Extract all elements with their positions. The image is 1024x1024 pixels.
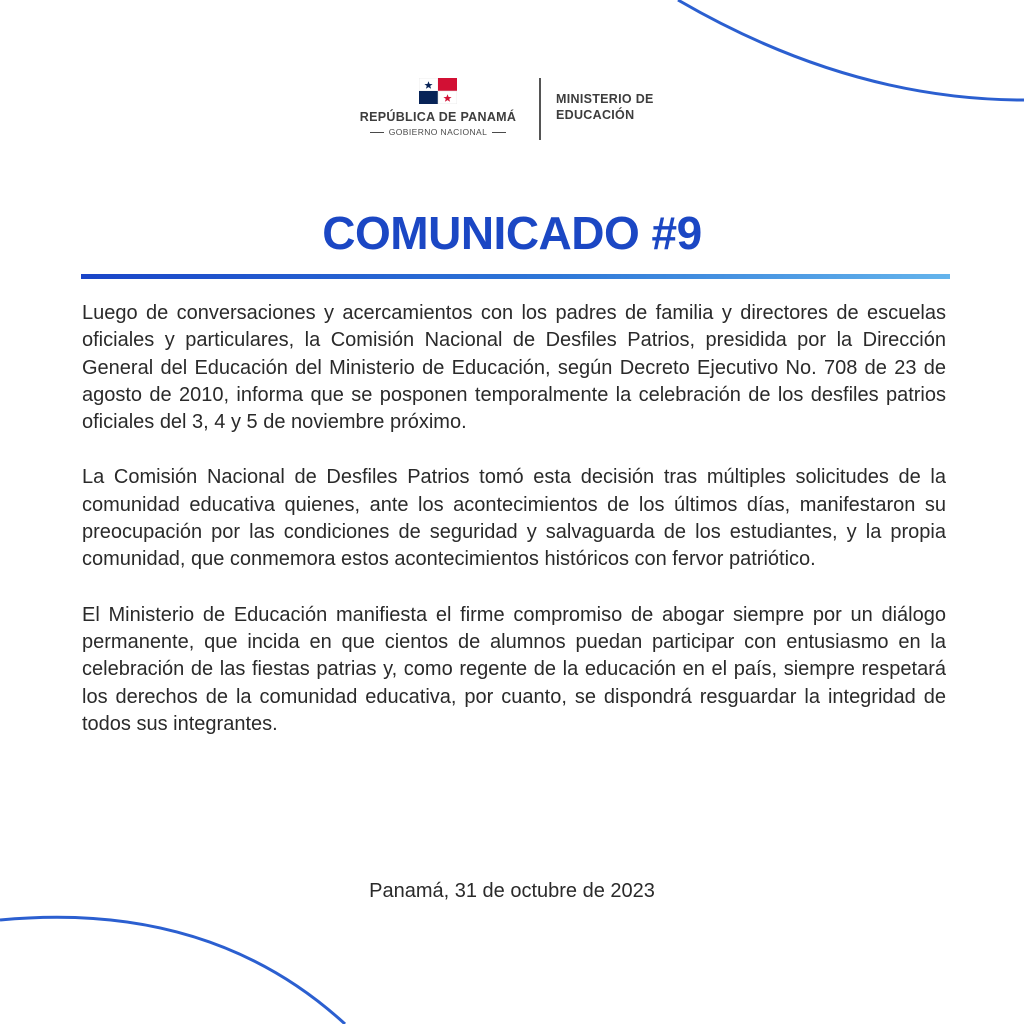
header-logos <box>0 74 1024 144</box>
ministry-logo-text <box>556 91 654 123</box>
title-underline <box>81 274 950 279</box>
page-title: COMUNICADO #9 <box>322 207 702 259</box>
republic-logo <box>340 74 536 137</box>
dateline: Panamá, 31 de octubre de 2023 <box>369 880 655 902</box>
ministry-line-2: EDUCACIÓN <box>556 108 635 122</box>
header-divider <box>539 78 541 140</box>
paragraph-3: El Ministerio de Educación manifiesta el firme compromiso de abogar siempre por un diálogo permanente, que incida en que cientos de alumnos puedan participar con entusiasmo en la celebración de las fiestas patrias y, como regente de la educación en el país, siempre respetará los derechos de la comunidad educativa, por cuanto, se dispondrá resguardar la integridad de todos sus integrantes. <box>82 603 946 735</box>
bottom-left-arc <box>0 917 345 1024</box>
ministry-line-1: MINISTERIO DE <box>556 92 654 106</box>
government-label-row <box>340 127 536 137</box>
paragraph-1: Luego de conversaciones y acercamientos con los padres de familia y directores de escuelas oficiales y particulares, la Comisión Nacional de Desfiles Patrios, presidida por la Dirección General del Educación del Ministerio de Educación, según Decreto Ejecutivo No. 708 de 23 de agosto de 2010, informa que se posponen temporalmente la celebración de los desfiles patrios oficiales del 3, 4 y 5 de noviembre próximo. <box>82 302 946 434</box>
panama-flag-icon <box>419 78 457 104</box>
left-rule <box>370 132 384 133</box>
paragraph-2: La Comisión Nacional de Desfiles Patrios tomó esta decisión tras múltiples solicitudes de la comunidad educativa quienes, ante los acontecimientos de los últimos días, manifestaron su preocupación por las condiciones de seguridad y salvaguarda de los estudiantes, y la propia comunidad, que conmemora estos acontecimientos históricos con fervor patriótico. <box>82 466 946 571</box>
republic-name: REPÚBLICA DE PANAMÁ <box>359 110 517 124</box>
communique-body <box>82 300 946 738</box>
government-label: GOBIERNO NACIONAL <box>388 127 488 137</box>
right-rule <box>492 132 506 133</box>
